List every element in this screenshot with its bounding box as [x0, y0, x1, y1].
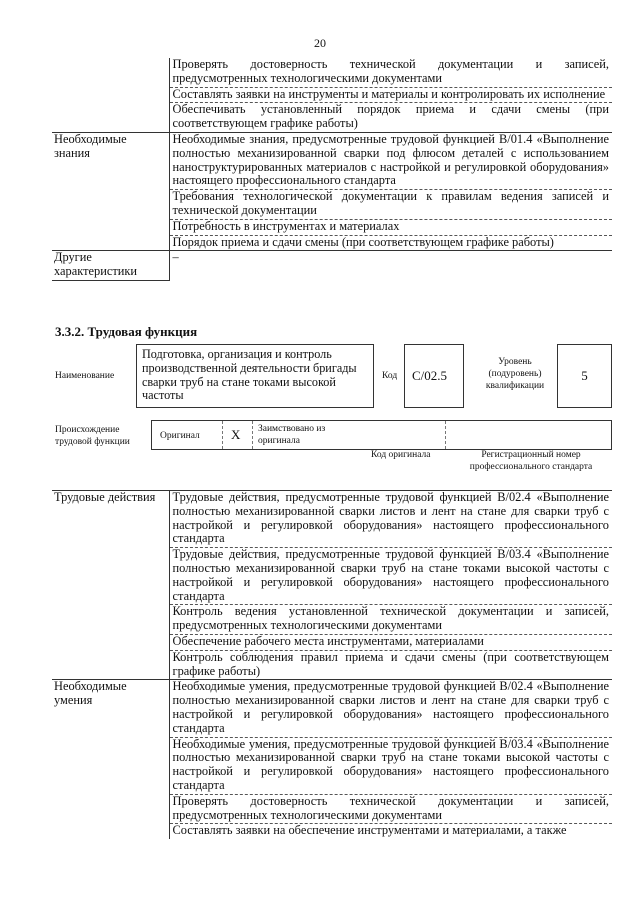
table-row [52, 650, 612, 680]
row-label [52, 605, 169, 635]
row-text: Составлять заявки на инструменты и материалы и контролировать их исполнение [169, 87, 612, 103]
row-label [52, 650, 169, 680]
row-text: Необходимые знания, предусмотренные трудовой функцией В/01.4 «Выполнение полностью механизированной сварки под флюсом деталей с использованием наноструктурированных материалов с настройкой и регулировкой оборудования» настоящего профессионального стандарта [169, 132, 612, 189]
row-text: Требования технологической документации к правилам ведения записей и технической документации [169, 190, 612, 220]
row-label [52, 824, 169, 839]
table-row [52, 87, 612, 103]
table-row [52, 190, 612, 220]
table-row [52, 58, 612, 87]
row-label [52, 794, 169, 824]
table-row [52, 132, 612, 189]
level-label: Уровень (подуровень) квалификации [485, 357, 545, 391]
row-text: Трудовые действия, предусмотренные трудовой функцией В/03.4 «Выполнение полностью механизированной сварки труб на стане токами высокой частоты с настройкой и регулировкой оборудования» настоящего профессионального стандарта [169, 548, 612, 605]
row-label [52, 634, 169, 650]
row-text: Необходимые умения, предусмотренные трудовой функцией В/03.4 «Выполнение полностью механизированной сварки труб на стане токами высокой частоты с настройкой и регулировкой оборудования» настоящего профессионального стандарта [169, 737, 612, 794]
table-row [52, 251, 612, 281]
row-text: Проверять достоверность технической документации и записей, предусмотренных технологическими документами [169, 794, 612, 824]
table-row [52, 634, 612, 650]
table-row [52, 680, 612, 737]
table-row [52, 235, 612, 251]
row-text: Проверять достоверность технической документации и записей, предусмотренных технологическими документами [169, 58, 612, 87]
table-row [52, 824, 612, 839]
row-text: Потребность в инструментах и материалах [169, 219, 612, 235]
row-label: Трудовые действия [52, 491, 169, 548]
code-label: Код [382, 371, 398, 381]
table-row [52, 219, 612, 235]
level-value: 5 [581, 368, 588, 383]
table-row [52, 548, 612, 605]
row-label [52, 103, 169, 133]
page-number: 20 [314, 36, 326, 50]
reg-number-label: Регистрационный номер профессионального стандарта [469, 450, 593, 472]
row-text: Контроль ведения установленной технической документации и записей, предусмотренных технологическими документами [169, 605, 612, 635]
borrowed-label: Заимствовано из оригинала [258, 424, 326, 446]
name-label: Наименование [55, 371, 115, 381]
row-text: Составлять заявки на обеспечение инструментами и материалами, а также [172, 823, 567, 838]
row-text: Обеспечение рабочего места инструментами, материалами [169, 634, 612, 650]
table-row [52, 605, 612, 635]
row-label [52, 235, 169, 251]
code-value: C/02.5 [412, 368, 448, 383]
row-label: Другие характеристики [52, 251, 169, 281]
row-label: Необходимые знания [52, 132, 169, 189]
row-label [52, 58, 169, 87]
table-row [52, 491, 612, 548]
section-heading: 3.3.2. Трудовая функция [55, 324, 198, 339]
row-text: Трудовые действия, предусмотренные трудовой функцией В/02.4 «Выполнение полностью механизированной сварки листов и лент на стане для сварки труб с настройкой и регулировкой оборудования» настоящего профессионального стандарта [169, 491, 612, 548]
row-text: Контроль соблюдения правил приема и сдачи смены (при соответствующем графике работы) [169, 650, 612, 680]
table-row [52, 794, 612, 824]
row-label [52, 190, 169, 220]
name-value: Подготовка, организация и контроль производственной деятельности бригады сварки труб на стане токами высокой частоты [142, 347, 357, 403]
table-row [52, 103, 612, 133]
code-original-label: Код оригинала [371, 450, 431, 460]
row-label [52, 548, 169, 605]
row-label [52, 219, 169, 235]
row-text: Обеспечивать установленный порядок приема и сдачи смены (при соответствующем графике работы) [169, 103, 612, 133]
row-text: Необходимые умения, предусмотренные трудовой функцией В/02.4 «Выполнение полностью механизированной сварки листов и лент на стане для сварки труб с настройкой и регулировкой оборудования» настоящего профессионального стандарта [169, 680, 612, 737]
top-requirements-table [52, 58, 612, 281]
origin-box [151, 420, 612, 450]
row-label [52, 737, 169, 794]
original-mark: X [231, 427, 241, 442]
original-label: Оригинал [160, 431, 200, 441]
bottom-requirements-table [52, 490, 612, 839]
table-row [52, 737, 612, 794]
row-text: Порядок приема и сдачи смены (при соответствующем графике работы) [169, 235, 612, 251]
origin-label: Происхождение трудовой функции [55, 425, 130, 447]
row-label [52, 87, 169, 103]
row-text: – [169, 251, 612, 281]
row-label: Необходимые умения [52, 680, 169, 737]
